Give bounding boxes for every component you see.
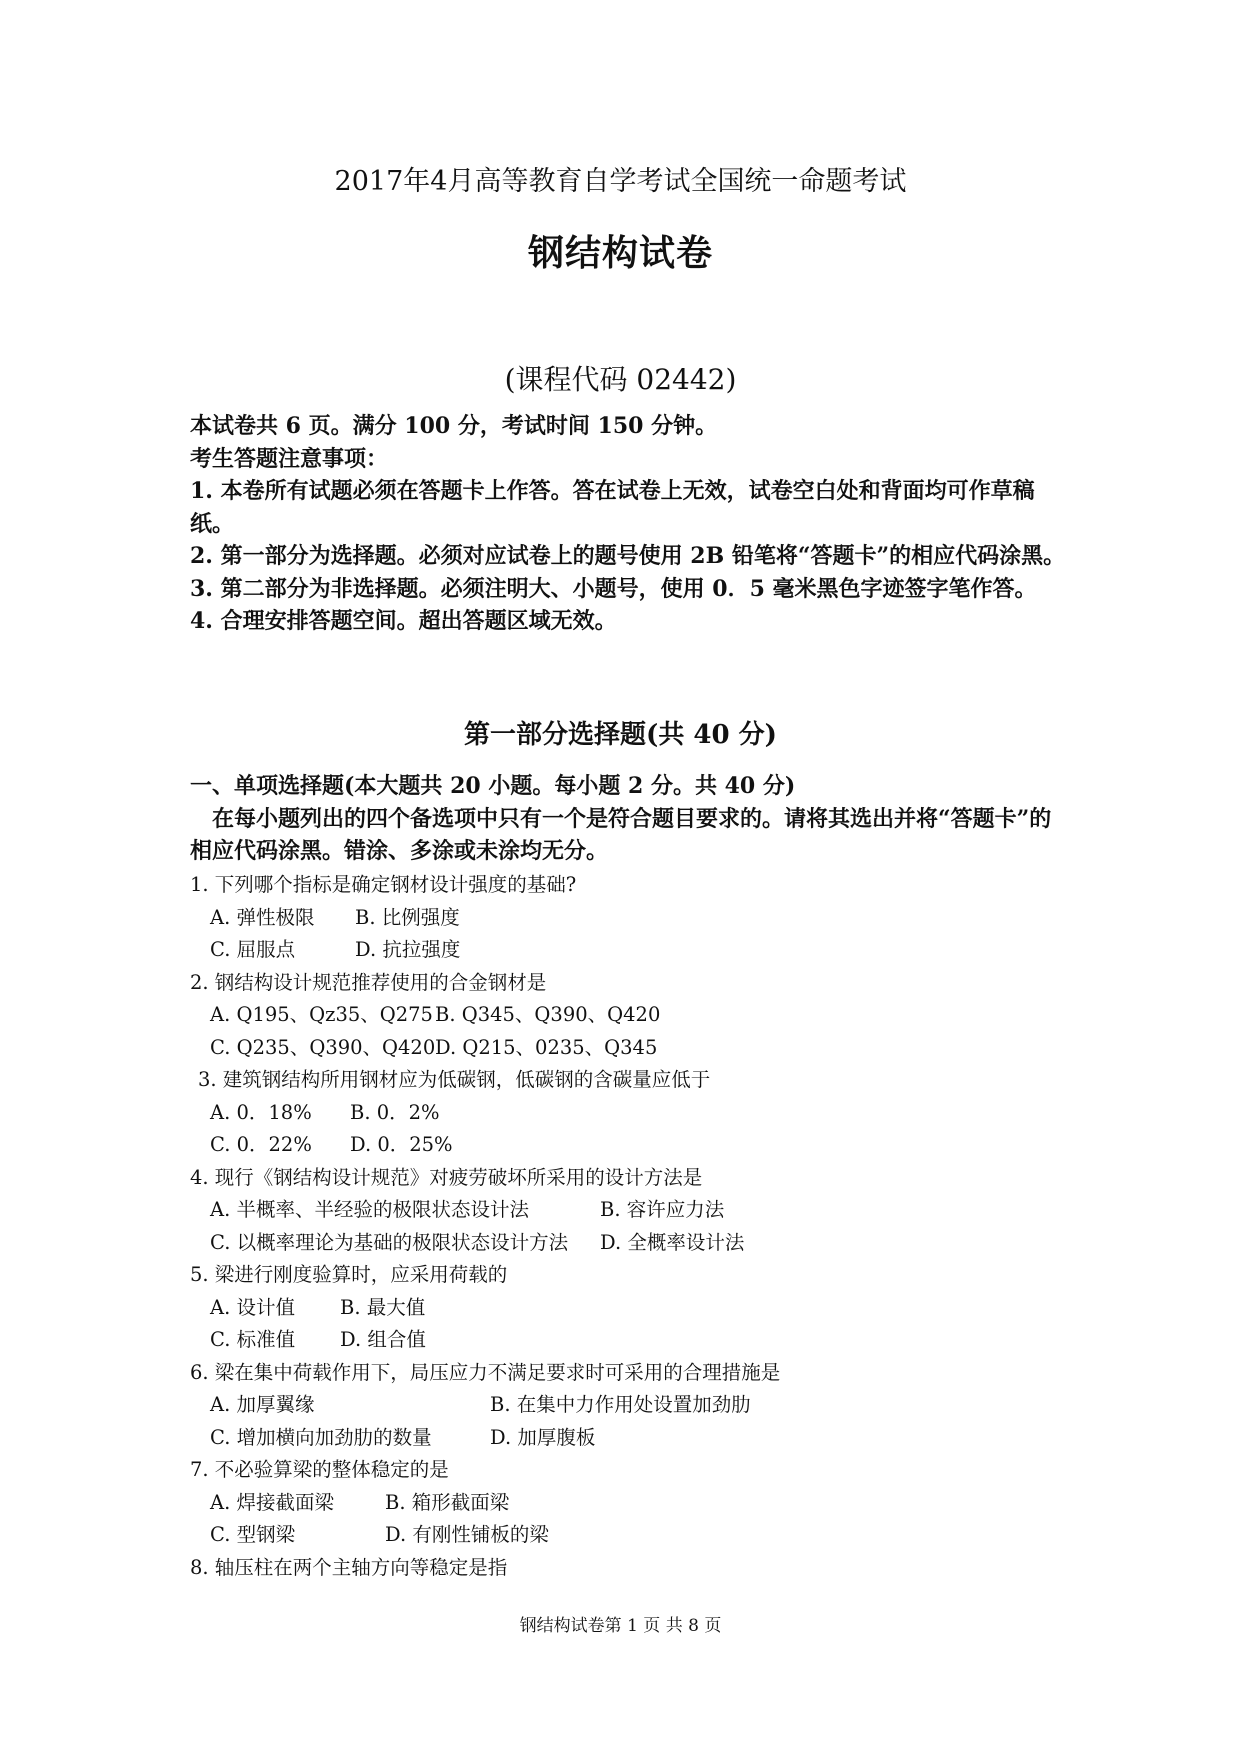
- answer-option: A. 加厚翼缘: [210, 1393, 315, 1416]
- answer-option: A. 半概率、半经验的极限状态设计法: [210, 1198, 529, 1221]
- answer-option: D. Q215、0235、Q345: [435, 1035, 658, 1059]
- answer-option: C. 增加横向加劲肋的数量: [210, 1425, 432, 1449]
- answer-option: B. Q345、Q390、Q420: [435, 1003, 661, 1026]
- exam-title: 2017年4月高等教育自学考试全国统一命题考试: [334, 166, 907, 197]
- answer-option: D. 加厚腹板: [490, 1425, 596, 1449]
- section-header: [190, 770, 1070, 868]
- notes-summary: 本试卷共 6 页。满分 100 分，考试时间 150 分钟。: [190, 413, 718, 439]
- answer-option: B. 容许应力法: [600, 1198, 725, 1221]
- option-row: [190, 1129, 1070, 1162]
- page-footer: 钢结构试卷第 1 页 共 8 页: [519, 1616, 722, 1636]
- question-stem: 2. 钢结构设计规范推荐使用的合金钢材是: [190, 970, 547, 994]
- question-stem: 6. 梁在集中荷载作用下，局压应力不满足要求时可采用的合理措施是: [190, 1360, 781, 1384]
- notes-item: 1. 本卷所有试题必须在答题卡上作答。答在试卷上无效，试卷空白处和背面均可作草稿纸。: [190, 478, 1035, 537]
- notes-item: 4. 合理安排答题空间。超出答题区域无效。: [190, 608, 617, 634]
- answer-option: D. 组合值: [340, 1328, 426, 1351]
- answer-option: A. Q195、Qz35、Q275: [210, 1003, 433, 1026]
- option-row: [190, 999, 1070, 1032]
- option-row: [190, 1519, 1070, 1552]
- answer-option: B. 箱形截面梁: [385, 1490, 510, 1514]
- option-row: [190, 1032, 1070, 1065]
- answer-option: C. 以概率理论为基础的极限状态设计方法: [210, 1230, 569, 1254]
- question-stem: 1. 下列哪个指标是确定钢材设计强度的基础?: [190, 873, 577, 896]
- answer-option: B. 比例强度: [355, 905, 460, 929]
- answer-option: C. 屈服点: [210, 938, 296, 961]
- option-row: [190, 1389, 1070, 1422]
- notes-item: 2. 第一部分为选择题。必须对应试卷上的题号使用 2B 铅笔将“答题卡”的相应代码涂黑。: [190, 543, 1066, 569]
- question-stem: 4. 现行《钢结构设计规范》对疲劳破坏所采用的设计方法是: [190, 1165, 703, 1189]
- notes-item: 3. 第二部分为非选择题。必须注明大、小题号，使用 0．5 毫米黑色字迹签字笔作答。: [190, 575, 1037, 602]
- answer-option: C. Q235、Q390、Q420: [210, 1035, 436, 1059]
- option-row: [190, 1194, 1070, 1227]
- option-row: [190, 1324, 1070, 1357]
- option-row: [190, 1227, 1070, 1260]
- answer-option: D. 抗拉强度: [355, 938, 461, 961]
- answer-option: D. 0．25%: [350, 1133, 453, 1156]
- answer-option: B. 最大值: [340, 1295, 426, 1319]
- answer-option: A. 设计值: [210, 1295, 295, 1319]
- answer-option: B. 0．2%: [350, 1100, 440, 1124]
- course-code: (课程代码 02442): [504, 363, 737, 396]
- section-title: 一、单项选择题(本大题共 20 小题。每小题 2 分。共 40 分): [190, 773, 796, 799]
- exam-notes: [190, 410, 1070, 638]
- answer-option: C. 标准值: [210, 1328, 296, 1351]
- option-row: [190, 1487, 1070, 1520]
- option-row: [190, 1422, 1070, 1455]
- question-stem: 5. 梁进行刚度验算时，应采用荷载的: [190, 1263, 508, 1286]
- question-stem: 8. 轴压柱在两个主轴方向等稳定是指: [190, 1555, 508, 1579]
- part-title: 第一部分选择题(共 40 分): [464, 720, 777, 750]
- answer-option: C. 型钢梁: [210, 1523, 296, 1546]
- answer-option: A. 弹性极限: [210, 905, 315, 929]
- section-instructions: 在每小题列出的四个备选项中只有一个是符合题目要求的。请将其选出并将“答题卡”的相应代码涂黑。错涂、多涂或未涂均无分。: [190, 805, 1052, 864]
- question-stem: 7. 不必验算梁的整体稳定的是: [190, 1458, 449, 1481]
- answer-option: A. 焊接截面梁: [210, 1490, 334, 1514]
- question-list: [190, 869, 1070, 1584]
- answer-option: A. 0．18%: [210, 1100, 312, 1124]
- answer-option: D. 全概率设计法: [600, 1230, 745, 1254]
- answer-option: D. 有刚性铺板的梁: [385, 1523, 549, 1546]
- notes-heading: 考生答题注意事项：: [190, 445, 389, 472]
- option-row: [190, 1292, 1070, 1325]
- option-row: [190, 1097, 1070, 1130]
- option-row: [190, 934, 1070, 967]
- answer-option: B. 在集中力作用处设置加劲肋: [490, 1393, 751, 1416]
- question-stem: 3. 建筑钢结构所用钢材应为低碳钢，低碳钢的含碳量应低于: [198, 1068, 711, 1091]
- option-row: [190, 902, 1070, 935]
- paper-title: 钢结构试卷: [527, 232, 713, 274]
- answer-option: C. 0．22%: [210, 1133, 312, 1156]
